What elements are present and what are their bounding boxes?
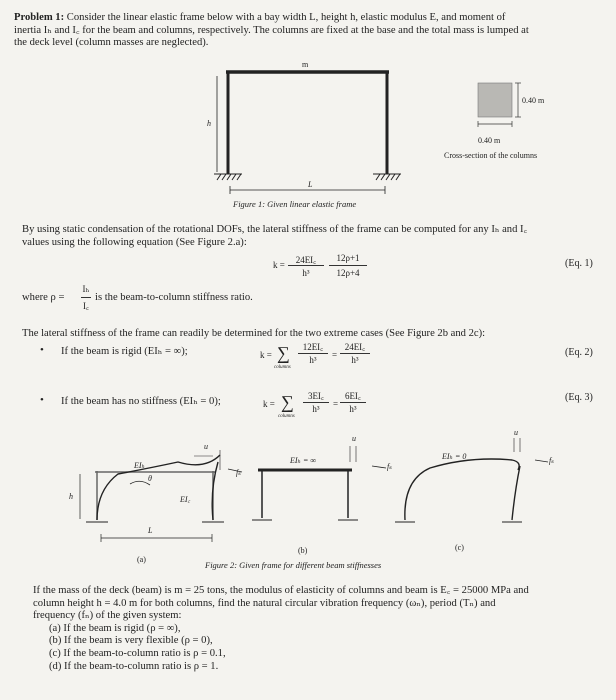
question-line-1: If the mass of the deck (beam) is m = 25 tons, the modulus of elasticity of columns and beam is E꜀ = 25000 MPa and <box>33 585 529 596</box>
fig2b-EI: EIₕ = ∞ <box>290 456 317 465</box>
fig2c-u: u <box>514 428 518 437</box>
bullet-2-marker: • <box>40 394 44 406</box>
fig2c-fs: fₛ <box>549 456 554 465</box>
eq3-rnum: 6EI꜀ <box>344 391 362 401</box>
problem-line-3: the deck level (column masses are neglected). <box>14 37 209 49</box>
height-label: h <box>207 119 211 128</box>
eq1-label: (Eq. 1) <box>565 258 593 269</box>
fig2a-h: h <box>69 492 73 501</box>
eq2-rnum: 24EI꜀ <box>344 342 366 352</box>
fig2a-EIc: EI꜀ <box>180 495 191 504</box>
fig2a-theta: θ <box>148 474 152 483</box>
eq3-equals: = <box>333 399 339 409</box>
eq2-rden: h³ <box>351 355 359 365</box>
eq1-frac1-num: 24EI꜀ <box>295 255 317 265</box>
eq1-frac1-den: h³ <box>302 268 310 278</box>
section-caption: Cross-section of the columns <box>444 151 538 160</box>
eq2-sum-sub: columns <box>274 365 291 370</box>
rho-num: Iₕ <box>82 284 90 294</box>
question-line-3: frequency (fₙ) of the given system: <box>33 610 182 622</box>
fig2b-u: u <box>352 434 356 443</box>
eq3-sum-sub: columns <box>278 414 295 419</box>
question-line-2: column height h = 4.0 m for both columns, find the natural circular vibration frequency (ωₙ), period (Tₙ) and <box>33 597 496 609</box>
question-item: (a) If the beam is rigid (ρ = ∞), <box>49 622 181 634</box>
bay-width-label: L <box>308 180 313 189</box>
eq1-lhs: k = <box>273 260 285 270</box>
eq3-sum-icon: ∑ <box>281 392 294 412</box>
eq3-lhs: k = <box>263 399 275 409</box>
fig2a-L: L <box>148 526 153 535</box>
extremes-intro: The lateral stiffness of the frame can readily be determined for the two extreme cases (See Figure 2b and 2c): <box>22 328 486 339</box>
fig2a-u: u <box>204 442 208 451</box>
where-rho-rhs: is the beam-to-column stiffness ratio. <box>95 292 253 303</box>
eq3-rden: h³ <box>349 404 357 414</box>
condensation-line-1: By using static condensation of the rotational DOFs, the lateral stiffness of the frame can be computed for any Iₕ and I꜀ <box>22 224 528 235</box>
question-item: (d) If the beam-to-column ratio is ρ = 1. <box>49 660 219 672</box>
rho-den: I꜀ <box>82 301 90 311</box>
bullet-1-marker: • <box>40 344 44 356</box>
eq2-num: 12EI꜀ <box>302 342 324 352</box>
eq1-frac2-den: 12ρ+4 <box>336 268 360 278</box>
problem-line-2: inertia Iₕ and I꜀ for the beam and columns, respectively. The columns are fixed at the base and the total mass is lumped at <box>14 24 529 36</box>
fig2b-fs: fₛ <box>387 462 392 471</box>
frame-a <box>80 450 242 542</box>
eq2-label: (Eq. 2) <box>565 347 593 358</box>
bullet-1-text: If the beam is rigid (EIₕ = ∞); <box>61 346 188 357</box>
fig2b-label: (b) <box>298 546 308 555</box>
figure-1-caption: Figure 1: Given linear elastic frame <box>233 199 357 209</box>
mass-label: m <box>302 60 309 69</box>
eq3-den: h³ <box>312 404 320 414</box>
fig2a-fs: fₛ <box>236 468 241 477</box>
figure-2-caption: Figure 2: Given frame for different beam stiffnesses <box>205 560 382 570</box>
frame-c <box>395 438 548 522</box>
bullet-2-text: If the beam has no stiffness (EIₕ = 0); <box>61 396 221 407</box>
eq2-equals: = <box>332 350 338 360</box>
fig2a-label: (a) <box>137 555 146 564</box>
eq3-num: 3EI꜀ <box>307 391 325 401</box>
fig2a-EIb: EIₕ <box>134 461 146 470</box>
eq1-frac2-num: 12ρ+1 <box>336 253 360 263</box>
problem-text-1: Consider the linear elastic frame below with a bay width L, height h, elastic modulus E, and moment of <box>66 12 506 23</box>
fig2c-label: (c) <box>455 543 464 552</box>
section-dim-right: 0.40 m <box>522 96 545 105</box>
eq2-lhs: k = <box>260 350 272 360</box>
question-block <box>33 585 608 673</box>
where-rho-lhs: where ρ = <box>22 292 65 303</box>
question-items <box>33 623 608 673</box>
eq3-label: (Eq. 3) <box>565 392 593 403</box>
fig2c-EI: EIₕ = 0 <box>442 452 467 461</box>
eq2-den: h³ <box>309 355 317 365</box>
section-dim-bottom: 0.40 m <box>478 136 501 145</box>
question-item: (c) If the beam-to-column ratio is ρ = 0.1, <box>49 647 226 659</box>
frame-b <box>252 446 386 520</box>
problem-heading: Problem 1: <box>14 12 65 23</box>
question-item: (b) If the beam is very flexible (ρ = 0), <box>49 635 213 647</box>
eq2-sum-icon: ∑ <box>277 343 290 363</box>
condensation-line-2: values using the following equation (See Figure 2.a): <box>22 236 247 248</box>
